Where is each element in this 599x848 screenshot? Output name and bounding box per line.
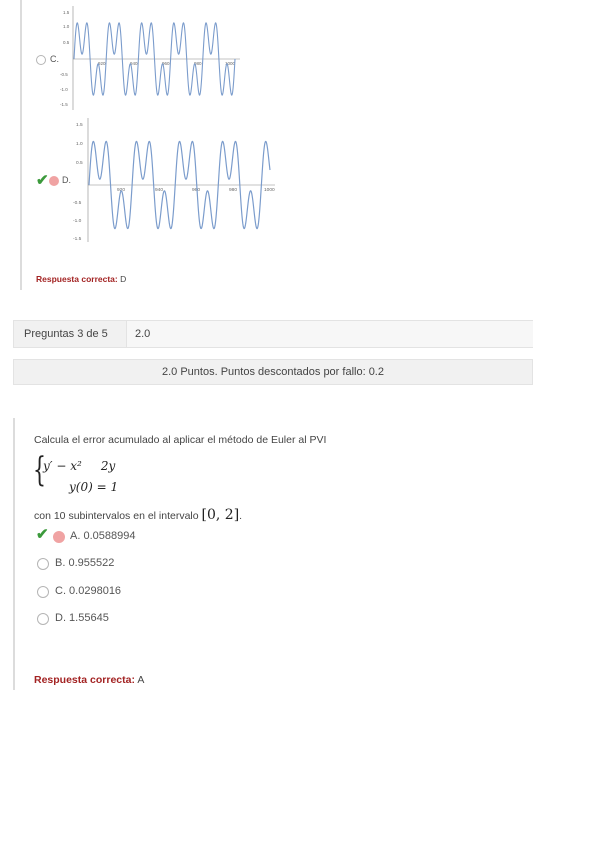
option-b-label: B. 0.955522: [55, 557, 115, 569]
option-d-radio[interactable]: [49, 176, 59, 186]
correct-answer-value: D: [120, 274, 127, 284]
option-d-label: D.: [62, 175, 71, 185]
option-c-label: C.: [50, 54, 59, 64]
option-c-radio[interactable]: [36, 55, 46, 65]
plot-c-ytick: -1.5: [60, 102, 68, 107]
plot-c-ytick: -0.5: [60, 72, 68, 77]
correct-answer-prefix: Respuesta correcta:: [34, 674, 135, 686]
plot-d-xtick: 940: [155, 188, 164, 193]
plot-c-xtick: 920: [98, 61, 106, 66]
system-brace: {: [33, 450, 46, 490]
interval-period: .: [239, 510, 243, 522]
score-cell: [126, 321, 533, 347]
plot-d-ytick: -0.5: [73, 201, 82, 206]
question3-prompt: Calcula el error acumulado al aplicar el método de Euler al PVI: [34, 434, 327, 446]
plot-c-ytick: 0.5: [63, 40, 70, 45]
option-d-label: D. 1.55645: [55, 612, 109, 624]
option-c-label: C. 0.0298016: [55, 585, 122, 597]
plot-c-ytick: -1.0: [60, 87, 68, 92]
interval-line: [34, 507, 242, 523]
check-icon: ✔: [36, 172, 49, 189]
points-info: 2.0 Puntos. Puntos descontados por fallo: 0.2: [162, 366, 384, 378]
option-a-radio[interactable]: [53, 531, 65, 543]
question3-correct-answer: [34, 674, 144, 686]
system-equation-2: y(0) = 1: [69, 480, 119, 494]
score-value: 2.0: [135, 328, 151, 340]
option-a-label: A. 0.0588994: [70, 530, 136, 542]
plot-c: [60, 4, 245, 112]
plot-d-ytick: 1.5: [76, 123, 83, 128]
plot-c-ytick: 1.5: [63, 10, 70, 15]
question3-left-border: [13, 418, 15, 690]
plot-d-xtick: 960: [192, 188, 201, 193]
plot-d-xtick: 920: [117, 188, 126, 193]
plot-c-ytick: 1.0: [63, 24, 70, 29]
plot-d-xtick: 1000: [264, 188, 275, 193]
correct-answer-value: A: [137, 674, 145, 686]
interval-text: con 10 subintervalos en el intervalo: [34, 510, 202, 522]
pvi-system: [33, 450, 183, 496]
interval-math: [0, 2]: [201, 507, 240, 523]
question2-left-border: [20, 0, 22, 290]
points-info-row: [13, 359, 533, 385]
plot-c-xtick: 940: [130, 61, 138, 66]
plot-d-xtick: 980: [229, 188, 238, 193]
plot-c-xtick: 1000: [225, 61, 236, 66]
plot-d-ytick: -1.5: [73, 237, 82, 242]
plot-c-xtick: 960: [162, 61, 170, 66]
question-status-row: [13, 320, 533, 348]
correct-answer-prefix: Respuesta correcta:: [36, 274, 118, 284]
question2-correct-answer: [36, 274, 126, 284]
plot-d-ytick: 0.5: [76, 161, 83, 166]
option-c-radio[interactable]: [37, 586, 49, 598]
plot-c-xtick: 980: [194, 61, 202, 66]
check-icon: ✔: [36, 526, 49, 543]
plot-d: [70, 116, 280, 244]
plot-d-ytick: 1.0: [76, 142, 83, 147]
question-counter: Preguntas 3 de 5: [24, 328, 108, 340]
option-d-radio[interactable]: [37, 613, 49, 625]
plot-d-ytick: -1.0: [73, 219, 82, 224]
option-b-radio[interactable]: [37, 558, 49, 570]
system-equation-1: y′ − x² 2y: [43, 459, 116, 473]
